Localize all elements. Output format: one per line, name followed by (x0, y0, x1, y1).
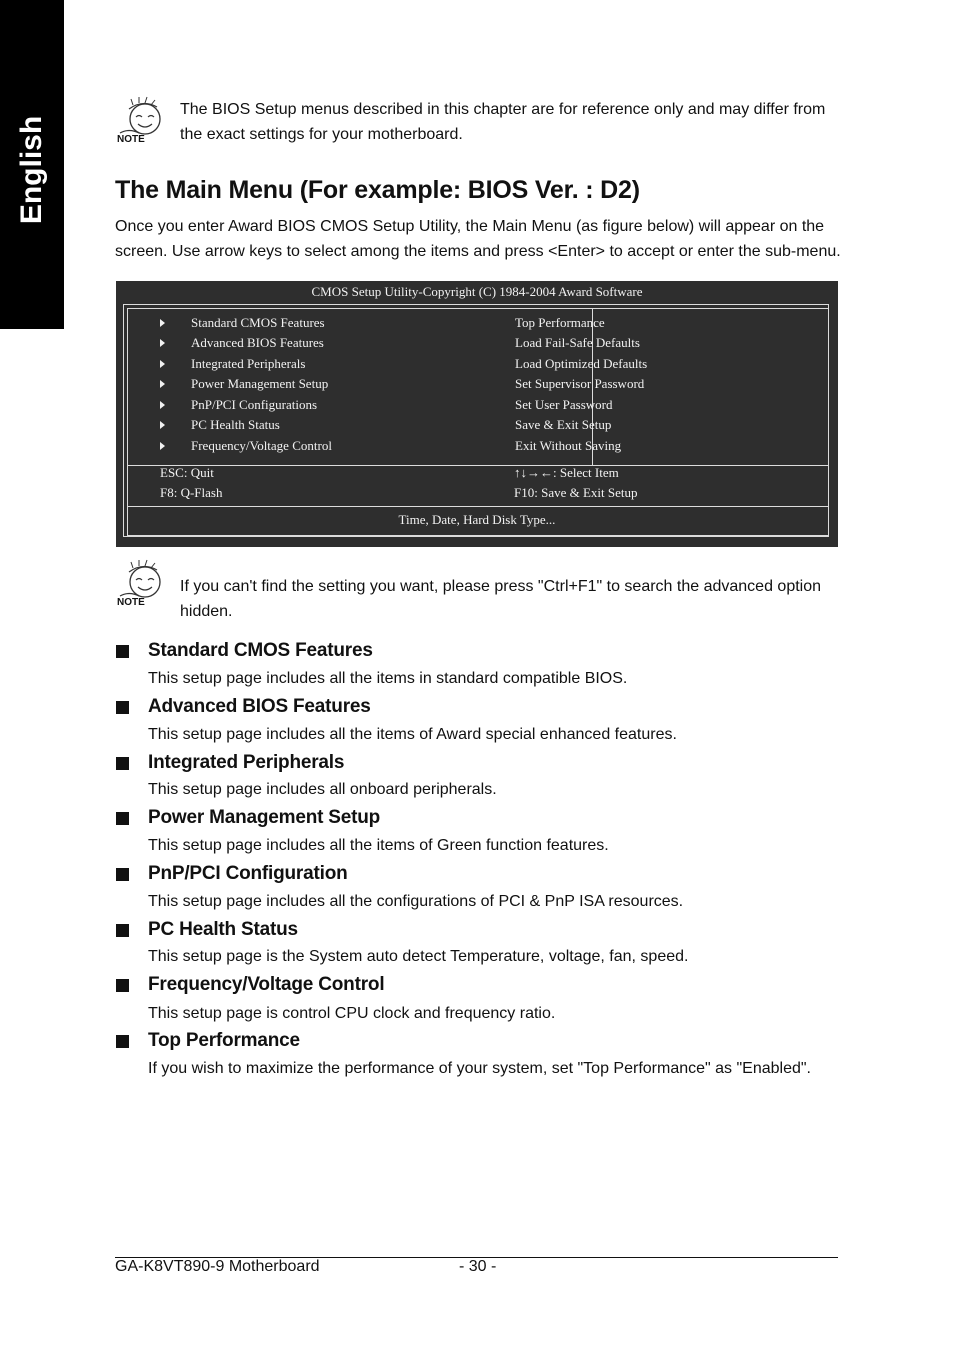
section-description: This setup page includes all onboard peripherals. (148, 781, 497, 798)
section-description: If you wish to maximize the performance of your system, set "Top Performance" as "Enabled". (148, 1060, 811, 1077)
bios-menu-item[interactable]: PC Health Status (191, 417, 280, 432)
bios-arrow-icon (160, 401, 165, 409)
footer-model: GA-K8VT890-9 Motherboard (115, 1258, 320, 1275)
section-description: This setup page includes all the configurations of PCI & PnP ISA resources. (148, 893, 684, 910)
bios-help-line: Time, Date, Hard Disk Type... (398, 512, 556, 527)
bios-arrow-icon (160, 339, 165, 347)
language-label: English (15, 115, 48, 225)
bios-arrow-icon (160, 319, 165, 327)
bios-key-hint: F8: Q-Flash (160, 485, 223, 500)
section-bullet (116, 868, 129, 881)
section-title: Frequency/Voltage Control (148, 974, 385, 995)
bios-menu-item[interactable]: Load Fail-Safe Defaults (515, 335, 640, 350)
bios-menu-item[interactable]: Top Performance (515, 315, 605, 330)
bios-arrow-icon (160, 360, 165, 368)
bios-menu-item[interactable]: Load Optimized Defaults (515, 356, 648, 371)
bios-menu-item[interactable]: PnP/PCI Configurations (191, 397, 318, 412)
bios-key-hint: ↑↓→←: Select Item (514, 465, 619, 480)
bios-row-divider (128, 465, 828, 466)
section-bullet (116, 701, 129, 714)
bios-menu-item[interactable]: Integrated Peripherals (191, 356, 306, 371)
section-bullet (116, 812, 129, 825)
section-bullet (116, 757, 129, 770)
bios-title: CMOS Setup Utility-Copyright (C) 1984-2004 Award Software (311, 284, 643, 299)
bios-menu-item[interactable]: Standard CMOS Features (191, 315, 325, 330)
section-title: PC Health Status (148, 919, 298, 940)
section-title: Advanced BIOS Features (148, 696, 371, 717)
section-title: PnP/PCI Configuration (148, 863, 348, 884)
section-title: Power Management Setup (148, 807, 381, 828)
section-description: This setup page includes all the items of Green function features. (148, 837, 609, 854)
note-text: The BIOS Setup menus described in this chapter are for reference only and may differ from the exact settings for your motherboard. (180, 101, 826, 143)
section-description: This setup page is the System auto detect Temperature, voltage, fan, speed. (148, 948, 689, 965)
bios-menu-item[interactable]: Exit Without Saving (515, 438, 622, 453)
section-title: Top Performance (148, 1030, 300, 1051)
intro-paragraph: Once you enter Award BIOS CMOS Setup Utility, the Main Menu (as figure below) will appear on the screen. Use arrow keys to select among the items and press <Enter> to accept or enter the sub-menu. (115, 218, 841, 260)
bios-menu-item[interactable]: Power Management Setup (191, 376, 329, 391)
section-description: This setup page includes all the items of Award special enhanced features. (148, 726, 677, 743)
page-number: - 30 - (459, 1258, 497, 1275)
bios-menu-item[interactable]: Set User Password (515, 397, 613, 412)
section-bullet (116, 979, 129, 992)
section-bullet (116, 1035, 129, 1048)
page-heading: The Main Menu (For example: BIOS Ver. : D2) (115, 176, 640, 204)
note-text: If you can't find the setting you want, please press "Ctrl+F1" to search the advanced option hidden. (180, 578, 822, 620)
note-label: NOTE (117, 597, 145, 608)
bios-menu-item[interactable]: Frequency/Voltage Control (191, 438, 332, 453)
section-title: Standard CMOS Features (148, 640, 373, 661)
bios-arrow-icon (160, 380, 165, 388)
bios-row-divider (128, 506, 828, 507)
section-bullet (116, 645, 129, 658)
bios-menu-item[interactable]: Advanced BIOS Features (191, 335, 324, 350)
bios-menu-item[interactable]: Save & Exit Setup (515, 417, 612, 432)
bios-arrow-icon (160, 421, 165, 429)
note-label: NOTE (117, 134, 145, 145)
bios-menu-item[interactable]: Set Supervisor Password (515, 376, 645, 391)
bios-key-hint: ESC: Quit (160, 465, 214, 480)
section-description: This setup page includes all the items in standard compatible BIOS. (148, 670, 628, 687)
language-side-tab (0, 0, 64, 329)
bios-key-hint: F10: Save & Exit Setup (514, 485, 638, 500)
section-bullet (116, 924, 129, 937)
section-description: This setup page is control CPU clock and frequency ratio. (148, 1005, 556, 1022)
section-title: Integrated Peripherals (148, 752, 345, 773)
bios-arrow-icon (160, 442, 165, 450)
bios-main-menu-screen (116, 281, 838, 547)
